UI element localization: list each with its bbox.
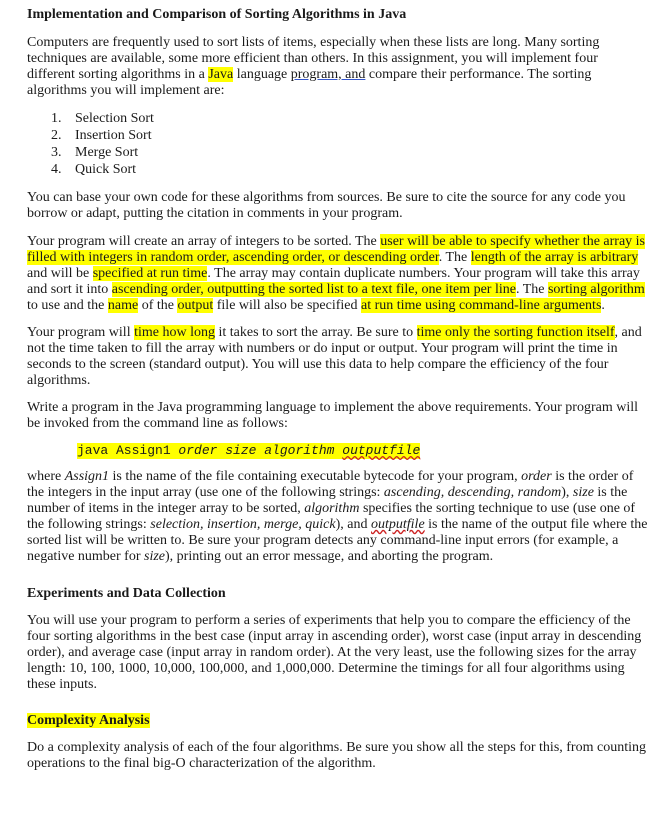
list-item: 4. Quick Sort — [51, 162, 137, 177]
complexity-paragraph: Do a complexity analysis of each of the four algorithms. Be sure you show all the steps for this, from counting operations to the final big-O characterization of the algorithm. — [27, 740, 646, 771]
complexity-heading: Complexity Analysis — [27, 713, 150, 728]
squiggly-outputfile: outputfile — [371, 517, 425, 532]
intro-paragraph: Computers are frequently used to sort lists of items, especially when these lists are long. Many sorting techniques are available, some more efficient than others. In this assignment, you will implement four different sorting algorithms in a Java language program, and compare their performance. The sorting algorithms you will implement are: — [27, 35, 600, 98]
highlight: name — [107, 298, 139, 313]
highlight: ascending order, outputting the sorted list to a text file, one item per line — [111, 282, 516, 297]
where-paragraph: where Assign1 is the name of the file containing executable bytecode for your program, order is the order of the integers in the input array (use one of the following strings: ascending, descending, random), size is the number of items in the integer array to be sorted, algorithm specifies the sorting technique to use (use one of the following strings: selection, insertion, merge, quick), and outputfile is the name of the output file where the sorted list will be written to. Be sure your program detects any command-line input errors (for example, a negative number for size), printing out an error message, and aborting the program. — [27, 469, 648, 564]
algorithm-list — [27, 110, 649, 178]
underlined-program-and: program, and — [290, 67, 366, 82]
list-item: 1. Selection Sort — [51, 111, 154, 126]
highlight: output — [177, 298, 214, 313]
squiggly-outputfile: outputfile — [342, 443, 421, 458]
command-line: java Assign1 order size algorithm outputfile — [77, 443, 421, 458]
document-title: Implementation and Comparison of Sorting Algorithms in Java — [27, 7, 407, 22]
experiments-paragraph: You will use your program to perform a series of experiments that help you to compare the efficiency of the four sorting algorithms in the best case (input array in ascending order), worst case (input array in descending order), and average case (input array in random order). At the very least, use the following sizes for the array length: 10, 100, 1000, 10,000, 100,000, and 1,000,000. Determine the timings for all four algorithms using these inputs. — [27, 613, 642, 692]
highlight: time only the sorting function itself — [416, 325, 615, 340]
timing-paragraph: Your program will time how long it takes to sort the array. Be sure to time only the sorting function itself, and not the time taken to fill the array with numbers or do input or output. Your program will print the time in seconds to the screen (standard output). You will use this data to help compare the efficiency of the four algorithms. — [27, 325, 642, 388]
list-item: 2. Insertion Sort — [51, 128, 152, 143]
experiments-heading: Experiments and Data Collection — [27, 586, 226, 601]
highlight: length of the array is arbitrary — [470, 250, 639, 265]
highlight: specified at run time — [92, 266, 208, 281]
highlight: sorting algorithm — [547, 282, 645, 297]
highlight-java: Java — [208, 67, 234, 82]
write-paragraph: Write a program in the Java programming language to implement the above requirements. Your program will be invoked from the command line as follows: — [27, 400, 638, 431]
highlight: user will be able to specify whether the array is filled with integers in random order, ascending order, or descending order — [27, 234, 646, 265]
highlight: time how long — [134, 325, 215, 340]
list-item: 3. Merge Sort — [51, 145, 139, 160]
highlight: at run time using command-line arguments — [360, 298, 602, 313]
cite-paragraph: You can base your own code for these algorithms from sources. Be sure to cite the source for any code you borrow or adapt, putting the citation in comments in your program. — [27, 190, 626, 221]
array-paragraph: Your program will create an array of integers to be sorted. The user will be able to specify whether the array is filled with integers in random order, ascending order, or descending order. The length of the array is arbitrary and will be specified at run time. The array may contain duplicate numbers. Your program will take this array and sort it into ascending order, outputting the sorted list to a text file, one item per line. The sorting algorithm to use and the name of the output file will also be specified at run time using command-line arguments. — [27, 234, 646, 313]
